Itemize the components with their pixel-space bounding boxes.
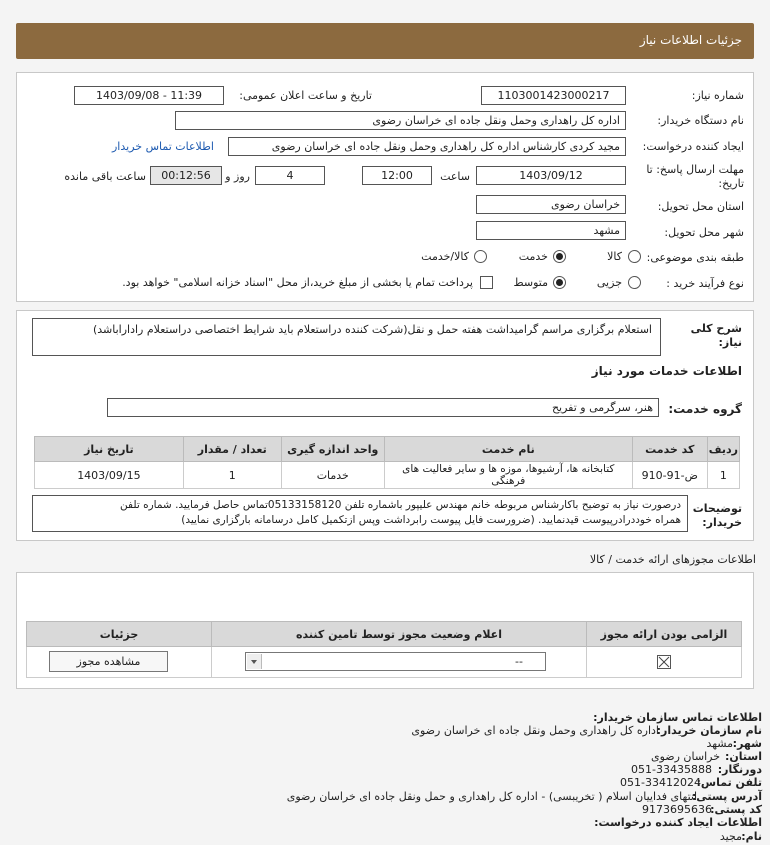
request-form-panel [16, 72, 754, 302]
contact-city-value: مشهد [706, 737, 733, 750]
announce-field: 1403/09/08 - 11:39 [74, 86, 224, 105]
category-label: طبقه بندی موضوعی: [646, 251, 744, 264]
service-group-label: گروه خدمت: [668, 402, 742, 416]
page-header [16, 23, 754, 59]
contact-org-value: اداره کل راهداری وحمل ونقل جاده ای خراسان رضوی [411, 724, 659, 737]
notes-line-2: همراه خوددرادرپیوست قیدنمایید. (ضرورست فایل پیوست رابرداشت وپس ازتکمیل کامل درسامانه بارگزاری نمایید) [181, 514, 681, 526]
services-table [34, 436, 740, 489]
table-row [35, 462, 740, 489]
process-medium-radio[interactable] [553, 276, 566, 289]
permits-table-header [27, 622, 742, 647]
contact-postal-value: 9173695636 [642, 803, 712, 816]
col-permit-status: اعلام وضعیت مجوز توسط تامین کننده [212, 622, 587, 647]
category-service-label: خدمت [518, 250, 548, 263]
summary-text: استعلام برگزاری مراسم گرامیداشت هفته حمل و نقل(شرکت کننده دراستعلام باید شرایط اختصاصی دراستعلام راداراباشد) [92, 323, 652, 336]
creator-name-value: مجید [719, 830, 742, 843]
notes-line-1: درصورت نیاز به توضیح باکارشناس مربوطه خانم مهندس علیپور باشماره تلفن 05133158120تماس حاصل فرمایید. شماره تلفن [120, 499, 681, 511]
province-field: خراسان رضوی [476, 195, 626, 214]
deadline-date-field: 1403/09/12 [476, 166, 626, 185]
category-goods-label: کالا [607, 250, 622, 263]
summary-text-box [32, 318, 661, 356]
days-label: روز و [225, 170, 250, 183]
services-section-title: اطلاعات خدمات مورد نیاز [591, 364, 742, 378]
contact-city-label: شهر: [732, 737, 762, 750]
col-unit: واحد اندازه گیری [281, 437, 384, 462]
category-goods-radio[interactable] [628, 250, 641, 263]
process-partial-label: جزیی [596, 276, 622, 289]
category-service-radio[interactable] [553, 250, 566, 263]
cell-qty: 1 [183, 462, 281, 489]
cell-row: 1 [707, 462, 739, 489]
contact-title: اطلاعات تماس سازمان خریدار: [593, 711, 762, 724]
contact-province-value: خراسان رضوی [650, 750, 720, 763]
summary-label: شرح کلی نیاز: [690, 322, 742, 349]
treasury-payment-checkbox[interactable] [480, 276, 493, 289]
creator-field: مجید کردی کارشناس اداره کل راهداری وحمل ونقل جاده ای خراسان رضوی [228, 137, 626, 156]
city-field: مشهد [476, 221, 626, 240]
notes-box [32, 495, 688, 532]
deadline-label: مهلت ارسال پاسخ: تا [646, 163, 744, 176]
province-label: استان محل تحویل: [657, 200, 744, 213]
permits-title: اطلاعات مجوزهای ارائه خدمت / کالا [589, 553, 756, 566]
permit-required-checkbox-icon [657, 655, 671, 669]
category-both-label: کالا/خدمت [421, 250, 469, 263]
process-label: نوع فرآیند خرید : [666, 277, 744, 290]
chevron-down-icon [247, 654, 262, 669]
col-permit-details: جزئیات [27, 622, 212, 647]
notes-label-2: خریدار: [702, 516, 742, 529]
col-permit-required: الزامی بودن ارائه مجوز [587, 622, 742, 647]
contact-buyer-link[interactable]: اطلاعات تماس خریدار [112, 140, 214, 153]
contact-phone-label: تلفن تماس: [696, 776, 762, 789]
services-table-header [35, 437, 740, 462]
page-title: جزئیات اطلاعات نیاز [639, 33, 742, 47]
need-no-field: 1103001423000217 [481, 86, 626, 105]
creator-name-label: نام: [741, 830, 762, 843]
cell-unit: خدمات [281, 462, 384, 489]
process-partial-radio[interactable] [628, 276, 641, 289]
buyer-field: اداره کل راهداری وحمل ونقل جاده ای خراسان رضوی [175, 111, 626, 130]
col-qty: تعداد / مقدار [183, 437, 281, 462]
permit-status-value: -- [515, 655, 523, 668]
cell-code: ض-91-910 [632, 462, 707, 489]
contact-phone-value: 051-33412024 [620, 776, 701, 789]
contact-fax-label: دورنگار: [717, 763, 762, 776]
deadline-label-2: تاریخ: [718, 177, 744, 190]
notes-label: توضیحات [692, 502, 742, 515]
cell-date: 1403/09/15 [35, 462, 184, 489]
remaining-time-field: 00:12:56 [150, 166, 222, 185]
view-permit-button[interactable]: مشاهده مجوز [49, 651, 168, 672]
col-code: کد خدمت [632, 437, 707, 462]
creator-info-title: اطلاعات ایجاد کننده درخواست: [594, 816, 762, 829]
col-row: ردیف [707, 437, 739, 462]
category-both-radio[interactable] [474, 250, 487, 263]
contact-address-value: انتهای فداییان اسلام ( تخریبسی) - اداره کل راهداری و حمل ونقل جاده ای خراسان رضوی [286, 790, 697, 803]
treasury-payment-note: پرداخت تمام یا بخشی از مبلغ خرید،از محل "اسناد خزانه اسلامی" خواهد بود. [122, 276, 473, 289]
need-no-label: شماره نیاز: [691, 89, 744, 102]
deadline-time-field: 12:00 [362, 166, 432, 185]
contact-fax-value: 051-33435888 [631, 763, 712, 776]
contact-address-label: آدرس پستی: [691, 790, 762, 803]
col-name: نام خدمت [384, 437, 632, 462]
buyer-label: نام دستگاه خریدار: [657, 114, 744, 127]
time-label: ساعت [440, 170, 470, 183]
contact-postal-label: کد پستی: [710, 803, 762, 816]
remaining-label: ساعت باقی مانده [64, 170, 146, 183]
service-group-field: هنر، سرگرمی و تفریح [107, 398, 659, 417]
contact-province-label: استان: [725, 750, 762, 763]
city-label: شهر محل تحویل: [664, 226, 744, 239]
days-field: 4 [255, 166, 325, 185]
process-medium-label: متوسط [513, 276, 548, 289]
announce-label: تاریخ و ساعت اعلان عمومی: [239, 89, 372, 102]
permit-status-select[interactable] [245, 652, 546, 671]
col-date: تاریخ نیاز [35, 437, 184, 462]
creator-label: ایجاد کننده درخواست: [642, 140, 744, 153]
cell-name: کتابخانه ها، آرشیوها، موزه ها و سایر فعالیت های فرهنگی [384, 462, 632, 489]
contact-org-label: نام سازمان خریدار: [656, 724, 762, 737]
